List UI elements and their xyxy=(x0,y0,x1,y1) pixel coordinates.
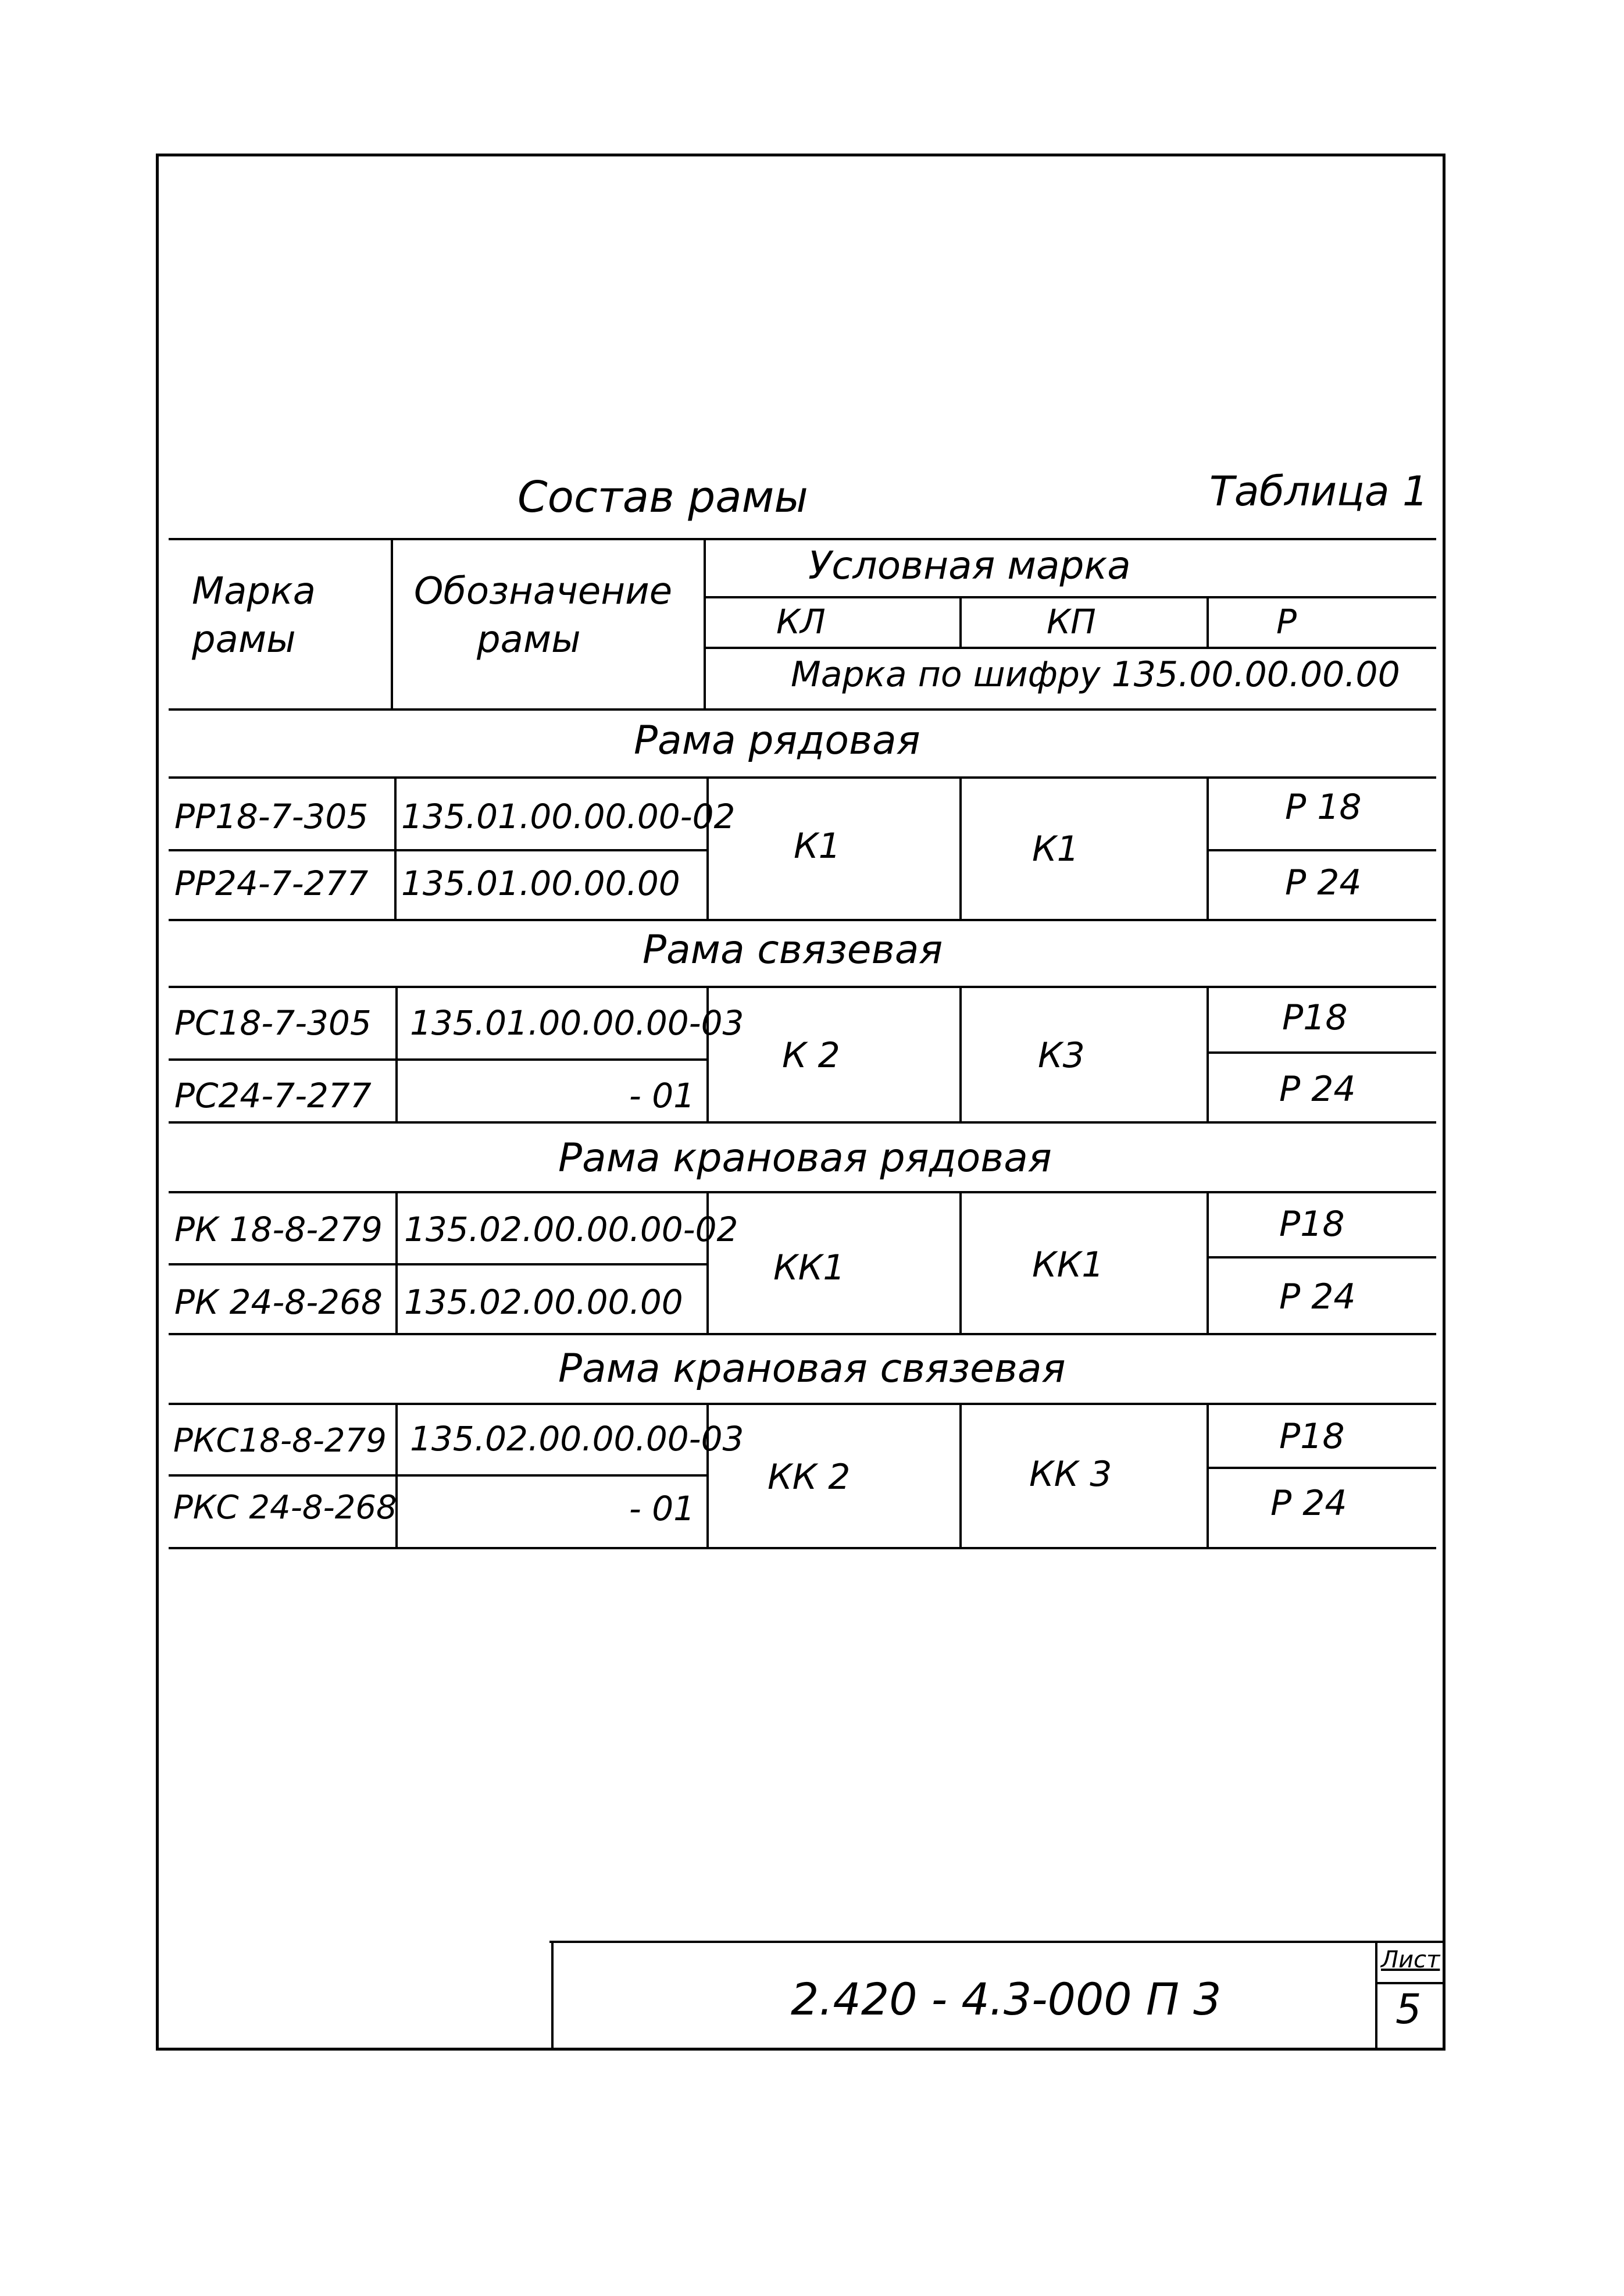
stamp-sheet-divider xyxy=(1375,1941,1377,2048)
cell-r: Р 24 xyxy=(1285,862,1362,903)
row-line xyxy=(1207,849,1436,851)
row-designation: 135.02.00.00.00 xyxy=(404,1282,683,1322)
row-line xyxy=(169,1263,706,1265)
col-line xyxy=(395,986,398,1121)
section-title: Рама рядовая xyxy=(634,718,920,764)
stamp-document-code: 2.420 - 4.3-000 П 3 xyxy=(791,1973,1222,2025)
col-line xyxy=(959,1403,962,1547)
section-bottom-line xyxy=(169,1121,1436,1124)
header-kl: КЛ xyxy=(776,602,826,641)
cell-kp: КК1 xyxy=(1032,1245,1104,1285)
row-line xyxy=(169,1058,706,1061)
row-mark: РР24-7-277 xyxy=(174,864,369,903)
row-mark: РК 24-8-268 xyxy=(174,1282,383,1322)
header-bottom-line xyxy=(169,708,1436,711)
col-line xyxy=(1207,1403,1209,1547)
header-mark-line2: рамы xyxy=(192,618,296,661)
cell-kl: К1 xyxy=(794,826,841,867)
header-divider-1 xyxy=(391,538,393,709)
header-divider-2 xyxy=(704,538,706,709)
row-designation: 135.01.00.00.00 xyxy=(401,864,680,903)
row-line xyxy=(169,1474,706,1477)
header-designation-line2: рамы xyxy=(477,618,581,661)
cell-r: Р18 xyxy=(1279,1416,1345,1457)
section-line xyxy=(169,986,1436,988)
row-mark: РС18-7-305 xyxy=(174,1003,372,1043)
row-line xyxy=(1207,1467,1436,1469)
row-line xyxy=(1207,1256,1436,1258)
cell-kl: КК1 xyxy=(773,1247,845,1288)
section-line xyxy=(169,1191,1436,1193)
section-title: Рама крановая связевая xyxy=(558,1346,1066,1392)
cell-r: Р 24 xyxy=(1279,1069,1356,1110)
cell-kp: К3 xyxy=(1038,1035,1085,1076)
section-line xyxy=(169,1403,1436,1405)
header-sub-divider-2 xyxy=(1207,596,1209,647)
row-line xyxy=(169,849,706,851)
header-kp: КП xyxy=(1047,602,1096,641)
cell-kl: КК 2 xyxy=(768,1457,851,1498)
row-designation: 135.02.00.00.00-03 xyxy=(410,1419,744,1459)
section-bottom-line xyxy=(169,919,1436,921)
stamp-sheet-line xyxy=(1375,1982,1445,1984)
row-designation: 135.01.00.00.00-03 xyxy=(410,1003,744,1043)
cell-r: Р 18 xyxy=(1285,787,1362,828)
header-sub-line-2 xyxy=(704,647,1436,649)
stamp-sheet-number: 5 xyxy=(1395,1985,1422,2033)
stamp-sheet-label: Лист xyxy=(1381,1946,1440,1973)
section-bottom-line xyxy=(169,1547,1436,1549)
stamp-top-line xyxy=(549,1941,1445,1943)
row-mark: РР18-7-305 xyxy=(174,797,369,836)
row-mark: РС24-7-277 xyxy=(174,1076,372,1115)
header-cipher-mark: Марка по шифру 135.00.00.00.00 xyxy=(791,654,1400,695)
row-designation: 135.01.00.00.00-02 xyxy=(401,797,736,836)
table-label: Таблица 1 xyxy=(1209,468,1429,515)
col-line xyxy=(1207,986,1209,1121)
cell-kp: К1 xyxy=(1032,829,1079,869)
row-designation: - 01 xyxy=(629,1489,695,1528)
header-conditional-mark: Условная марка xyxy=(808,543,1131,588)
cell-kl: К 2 xyxy=(782,1035,840,1076)
col-line xyxy=(1207,1191,1209,1333)
col-line xyxy=(394,776,397,919)
header-designation-line1: Обозначение xyxy=(414,570,673,613)
row-mark: РК 18-8-279 xyxy=(174,1210,383,1249)
header-sub-line-1 xyxy=(704,596,1436,598)
col-line xyxy=(959,1191,962,1333)
cell-r: Р18 xyxy=(1282,997,1348,1038)
col-line xyxy=(959,986,962,1121)
col-line xyxy=(1207,776,1209,919)
header-r: Р xyxy=(1276,602,1297,641)
section-title: Рама крановая рядовая xyxy=(558,1135,1052,1181)
col-line xyxy=(959,776,962,919)
cell-r: Р 24 xyxy=(1279,1277,1356,1317)
row-designation: 135.02.00.00.00-02 xyxy=(404,1210,738,1249)
cell-r: Р18 xyxy=(1279,1204,1345,1245)
cell-r: Р 24 xyxy=(1270,1483,1347,1524)
stamp-left-line xyxy=(551,1941,554,2048)
cell-kp: КК 3 xyxy=(1029,1454,1112,1495)
section-title: Рама связевая xyxy=(643,927,943,973)
col-line xyxy=(395,1191,398,1333)
row-line xyxy=(1207,1051,1436,1054)
header-mark-line1: Марка xyxy=(192,570,316,613)
row-designation: - 01 xyxy=(629,1076,695,1115)
section-line xyxy=(169,776,1436,779)
row-mark: РКС18-8-279 xyxy=(173,1422,387,1460)
header-top-line xyxy=(169,538,1436,540)
row-mark: РКС 24-8-268 xyxy=(173,1489,397,1527)
header-sub-divider-1 xyxy=(959,596,962,647)
section-bottom-line xyxy=(169,1333,1436,1335)
table-title: Состав рамы xyxy=(517,472,808,522)
